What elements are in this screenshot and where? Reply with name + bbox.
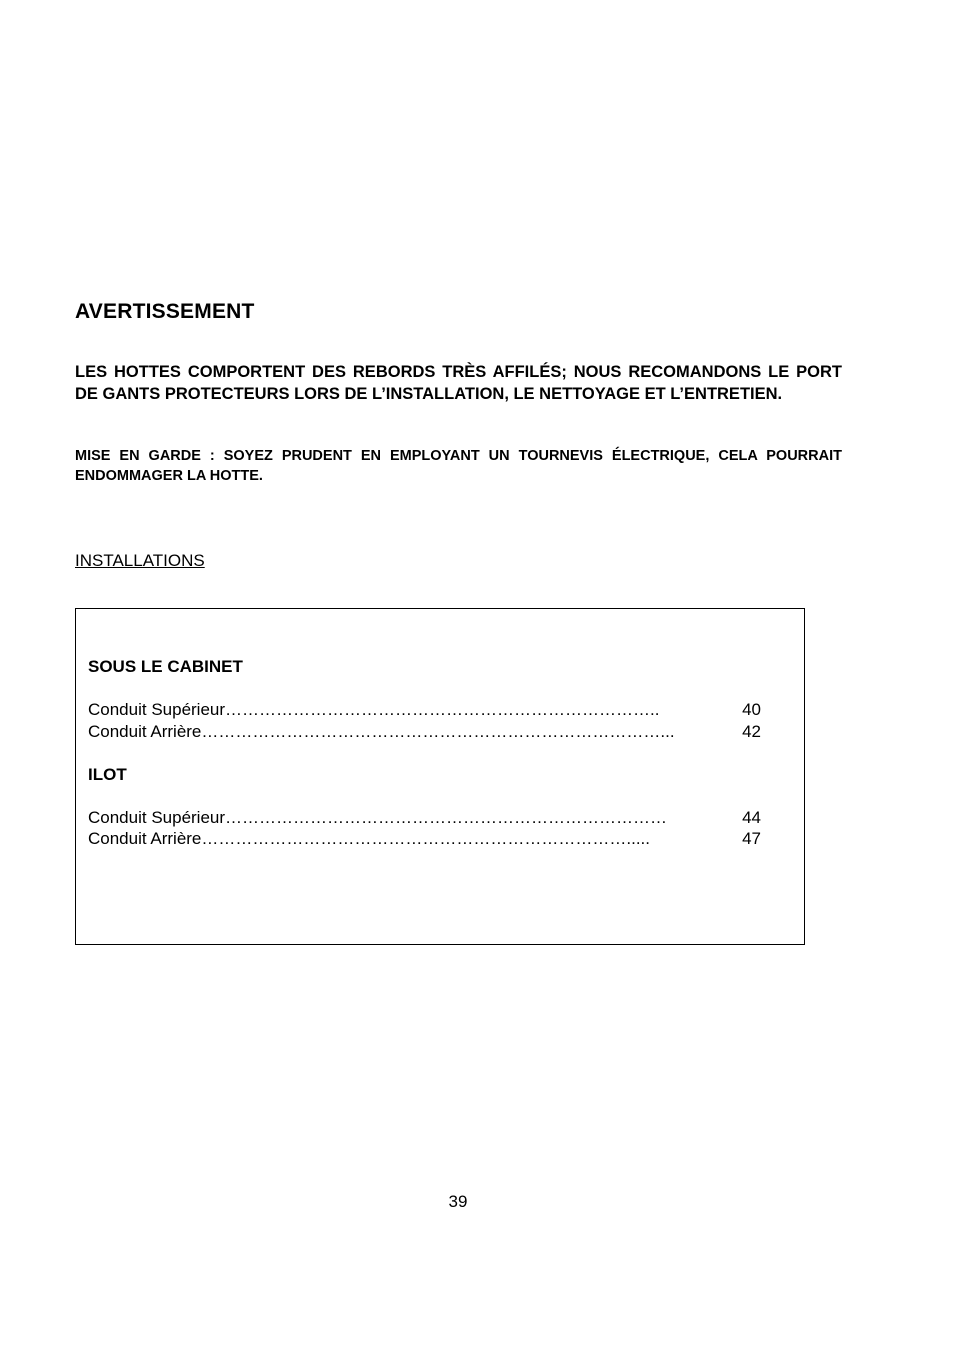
table-of-contents-box — [75, 608, 805, 945]
page-title: AVERTISSEMENT — [75, 300, 255, 323]
warning-paragraph: LES HOTTES COMPORTENT DES REBORDS TRÈS AFFILÉS; NOUS RECOMANDONS LE PORT DE GANTS PROTECTEURS LORS DE L’INSTALLATION, LE NETTOYAGE ET L’ENTRETIEN. — [75, 363, 842, 403]
caution-paragraph: MISE EN GARDE : SOYEZ PRUDENT EN EMPLOYANT UN TOURNEVIS ÉLECTRIQUE, CELA POURRAIT ENDOMMAGER LA HOTTE. — [75, 448, 842, 484]
toc-entry-page: 40 — [742, 700, 761, 719]
toc-heading-ilot: ILOT — [88, 765, 127, 784]
toc-entry-ilot-conduit-superieur[interactable] — [88, 808, 761, 828]
toc-entry-leader: …………………………………………………………………..... — [201, 829, 651, 848]
toc-entry-label: Conduit Arrière — [88, 722, 202, 741]
toc-entry-page: 44 — [742, 808, 761, 827]
toc-entry-cabinet-conduit-superieur[interactable] — [88, 700, 761, 720]
toc-entry-label: Conduit Supérieur — [88, 700, 226, 719]
toc-entry-label: Conduit Arrière — [88, 829, 202, 848]
toc-heading-sous-le-cabinet: SOUS LE CABINET — [88, 657, 243, 676]
toc-entry-label: Conduit Supérieur — [88, 808, 226, 827]
toc-entry-page: 47 — [742, 829, 761, 848]
toc-entry-leader: ………………………………………………………………………... — [201, 722, 675, 741]
page-number: 39 — [448, 1192, 468, 1211]
toc-entry-cabinet-conduit-arriere[interactable] — [88, 722, 761, 742]
toc-entry-page: 42 — [742, 722, 761, 741]
toc-entry-ilot-conduit-arriere[interactable] — [88, 829, 761, 849]
toc-entry-leader: ………………………………………………………………….. — [225, 700, 660, 719]
toc-entry-leader: …………………………………………………………………… — [225, 808, 668, 827]
installations-link[interactable]: INSTALLATIONS — [75, 551, 205, 570]
